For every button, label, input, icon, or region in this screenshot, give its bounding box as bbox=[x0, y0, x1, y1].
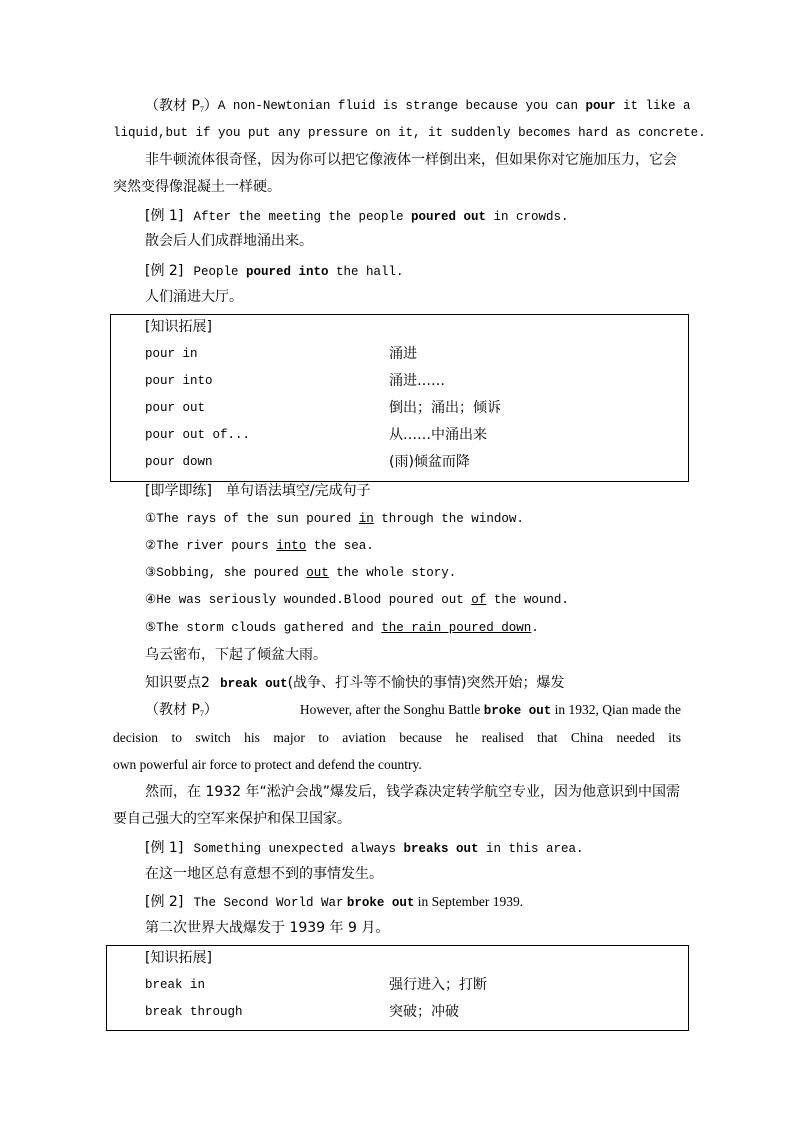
phrase-cn: 突破；冲破 bbox=[389, 1004, 459, 1020]
practice-item-2: ②The river pours into the sea. bbox=[145, 539, 374, 553]
example-1-translation: 散会后人们成群地涌出来。 bbox=[145, 233, 313, 249]
knowledge-extension-box bbox=[110, 314, 689, 482]
translation-line-2: 突然变得像混凝土一样硬。 bbox=[113, 179, 281, 195]
phrase-en: break through bbox=[145, 1005, 243, 1019]
example-4-translation: 第二次世界大战爆发于 1939 年 9 月。 bbox=[145, 920, 390, 936]
practice-item-3: ③Sobbing, she poured out the whole story. bbox=[145, 566, 457, 580]
textbook-quote-2-line-3: own powerful air force to protect and defend the country. bbox=[113, 757, 422, 772]
example-2: [例 2] People poured into the hall. bbox=[145, 263, 404, 279]
answer: in bbox=[358, 512, 374, 526]
textbook-reference: （教材 $P_7$） bbox=[145, 98, 218, 114]
knowledge-extension-box-2 bbox=[106, 945, 689, 1031]
textbook-quote-2-line-2: decision to switch his major to aviation because he realised that China needed its bbox=[113, 730, 681, 745]
phrase-cn: 强行进入；打断 bbox=[389, 977, 487, 993]
example-1: [例 1] After the meeting the people poured out in crowds. bbox=[145, 208, 569, 224]
phrase-cn: 涌进…… bbox=[389, 373, 445, 389]
example-4: [例 2] The Second World War broke out in September 1939. bbox=[145, 894, 524, 910]
translation-2-line-2: 要自己强大的空军来保护和保卫国家。 bbox=[113, 811, 351, 827]
answer: of bbox=[471, 593, 487, 607]
phrase-cn: (雨)倾盆而降 bbox=[389, 454, 470, 470]
phrase-en: pour down bbox=[145, 455, 213, 469]
translation-line-1: 非牛顿流体很奇怪，因为你可以把它像液体一样倒出来，但如果你对它施加压力，它会 bbox=[145, 152, 677, 168]
textbook-quote-line-2: liquid,but if you put any pressure on it, it suddenly becomes hard as concrete. bbox=[113, 126, 706, 140]
practice-item-5: ⑤The storm clouds gathered and the rain poured down. bbox=[145, 621, 539, 635]
knowledge-point-2-heading: 知识要点2 break out(战争、打斗等不愉快的事情)突然开始；爆发 bbox=[145, 675, 565, 691]
practice-title: [即学即练] 单句语法填空/完成句子 bbox=[145, 483, 371, 499]
phrase-cn: 从……中涌出来 bbox=[389, 427, 487, 443]
practice-item-4: ④He was seriously wounded.Blood poured out of the wound. bbox=[145, 593, 569, 607]
textbook-quote-2-line-1: （教材 $P_7$） However, after the Songhu Battle broke out in 1932, Qian made the bbox=[145, 700, 681, 724]
answer: out bbox=[306, 566, 329, 580]
translation-2-line-1: 然而，在 1932 年“淞沪会战”爆发后，钱学森决定转学航空专业，因为他意识到中国需 bbox=[145, 784, 681, 800]
practice-item-5-translation: 乌云密布，下起了倾盆大雨。 bbox=[145, 647, 327, 663]
phrase-cn: 倒出；涌出；倾诉 bbox=[389, 400, 501, 416]
answer: the rain poured down bbox=[381, 621, 532, 635]
textbook-quote-line-1: （教材 $P_7$） A non-Newtonian fluid is strange because you can pour it like a bbox=[145, 96, 681, 120]
phrase-en: pour into bbox=[145, 374, 213, 388]
example-3: [例 1] Something unexpected always breaks out in this area. bbox=[145, 840, 584, 856]
box-title: [知识拓展] bbox=[145, 950, 212, 966]
answer: into bbox=[276, 539, 307, 553]
practice-item-1: ①The rays of the sun poured in through the window. bbox=[145, 512, 524, 526]
example-2-translation: 人们涌进大厅。 bbox=[145, 289, 243, 305]
phrase-en: break in bbox=[145, 978, 206, 992]
phrase-en: pour out of... bbox=[145, 428, 251, 442]
phrase-cn: 涌进 bbox=[389, 346, 417, 362]
textbook-reference: （教材 $P_7$） bbox=[145, 702, 218, 718]
example-3-translation: 在这一地区总有意想不到的事情发生。 bbox=[145, 866, 383, 882]
phrase-en: pour in bbox=[145, 347, 198, 361]
phrase-en: pour out bbox=[145, 401, 206, 415]
box-title: [知识拓展] bbox=[145, 319, 212, 335]
